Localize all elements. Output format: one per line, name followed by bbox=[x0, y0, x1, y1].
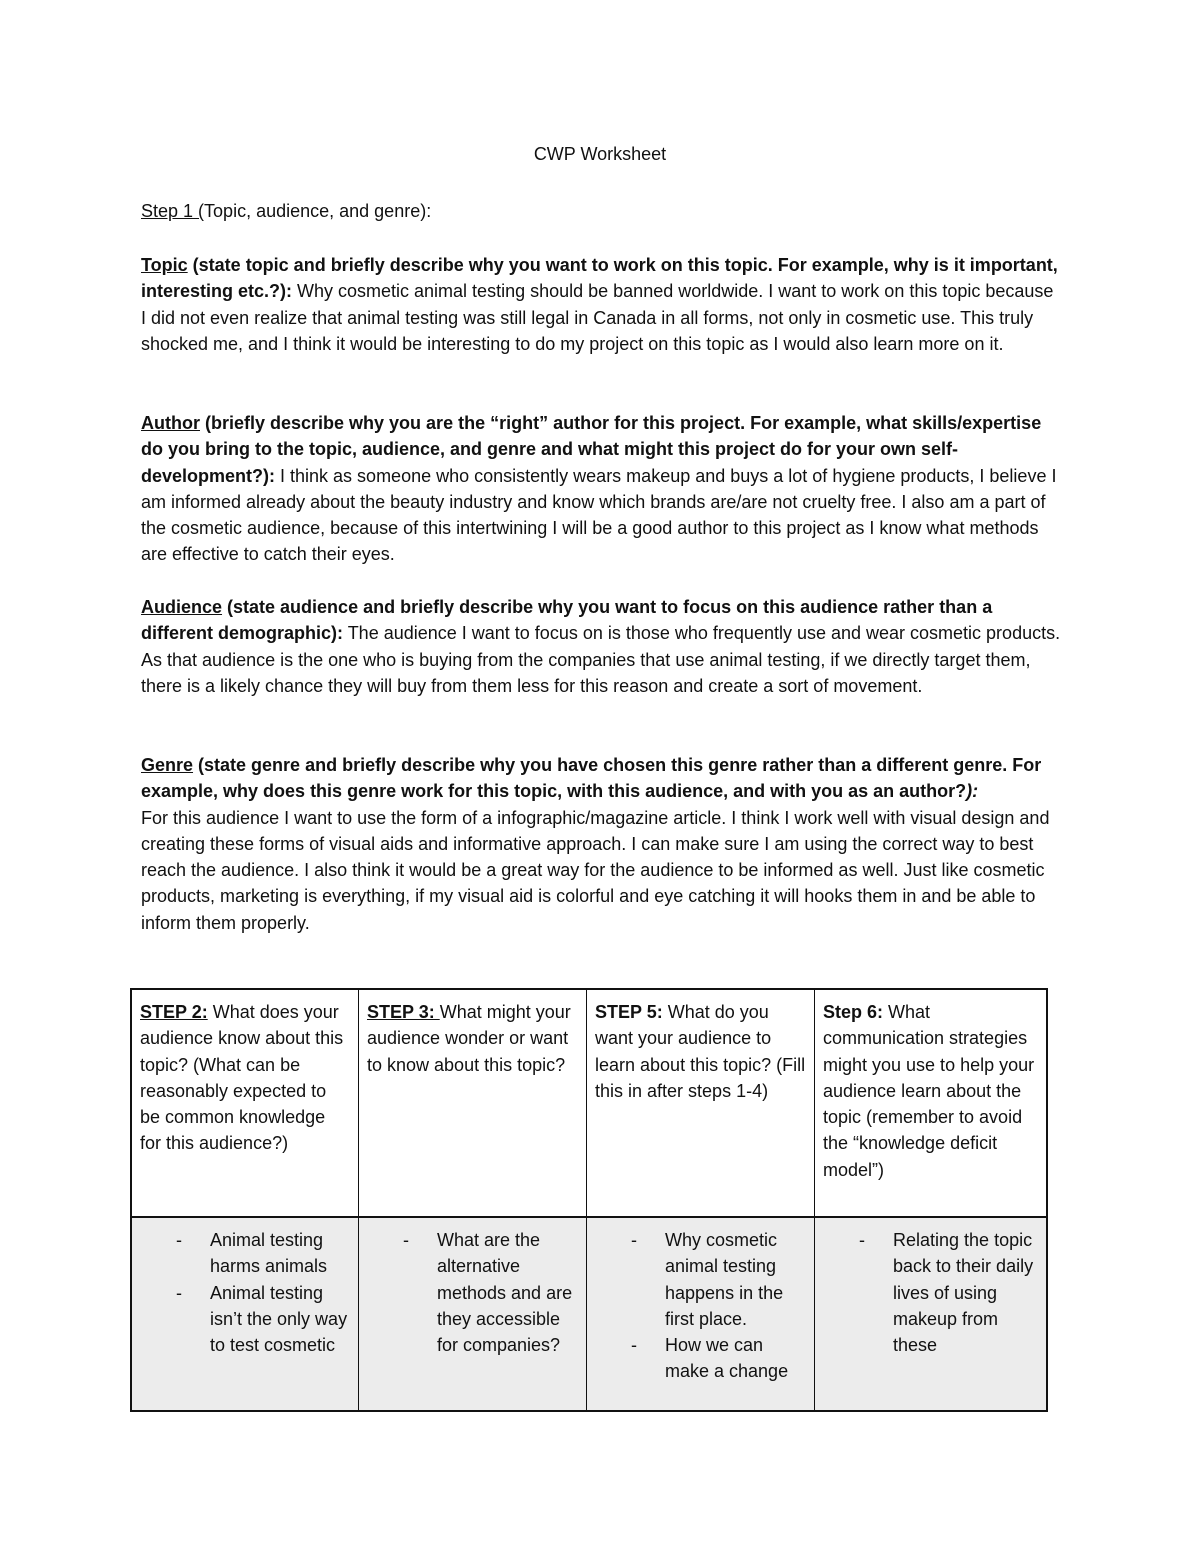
topic-answer: Why cosmetic animal testing should be banned worldwide. I want to work on this topic because I did not even realize that animal testing was still legal in Canada in all forms, not only in cosmetic use. This truly shocked me, and I think it would be interesting to do my project on this topic as I would also learn more on it. bbox=[141, 281, 1054, 354]
step6-answer-cell bbox=[815, 1218, 1046, 1410]
list-item: - Animal testing harms animals bbox=[140, 1227, 350, 1280]
author-prompt: (briefly describe why you are the “right” author for this project. For example, what skills/expertise do you bring to the topic, audience, and genre and what might this project do for your own self-development?): bbox=[141, 413, 1042, 486]
genre-section bbox=[141, 752, 1061, 936]
step3-answer-cell bbox=[359, 1218, 587, 1410]
topic-section bbox=[141, 252, 1061, 357]
list-item: - Why cosmetic animal testing happens in the first place. bbox=[595, 1227, 806, 1332]
step5-label: STEP 5: bbox=[595, 1002, 663, 1022]
step2-text: What does your audience know about this topic? (What can be reasonably expected to be common knowledge for this audience?) bbox=[140, 1002, 344, 1154]
step1-heading-rest: Topic, audience, and genre): bbox=[204, 201, 432, 221]
genre-label: Genre bbox=[141, 755, 194, 775]
list-item: - What are the alternative methods and are they accessible for companies? bbox=[367, 1227, 578, 1358]
list-item: - Animal testing isn’t the only way to test cosmetic bbox=[140, 1280, 350, 1359]
step5-list bbox=[595, 1227, 806, 1385]
table-header-row bbox=[132, 990, 1046, 1218]
step1-heading bbox=[141, 198, 1061, 224]
author-answer: I think as someone who consistently wears makeup and buys a lot of hygiene products, I believe I am informed already about the beauty industry and know which brands are/are not cruelty free. I also am a part of the cosmetic audience, because of this intertwining I will be a good author to this project as I know what methods are effective to catch their eyes. bbox=[141, 465, 1057, 565]
step3-text: What might your audience wonder or want to know about this topic? bbox=[367, 1002, 571, 1075]
step2-label: STEP 2: bbox=[140, 1002, 208, 1022]
genre-prompt-end: ): bbox=[966, 781, 979, 802]
list-item: - Relating the topic back to their daily lives of using makeup from these bbox=[823, 1227, 1038, 1358]
step2-header-cell bbox=[132, 990, 359, 1216]
list-item: - How we can make a change bbox=[595, 1332, 806, 1385]
step1-label: Step 1 ( bbox=[141, 201, 205, 221]
step3-header-cell bbox=[359, 990, 587, 1216]
step2-answer-cell bbox=[132, 1218, 359, 1410]
audience-answer: The audience I want to focus on is those who frequently use and wear cosmetic products. As that audience is the one who is buying from the companies that use animal testing, if we directly target them, there is a likely chance they will buy from them less for this reason and create a sort of movement. bbox=[141, 623, 1061, 696]
step6-list bbox=[823, 1227, 1038, 1358]
table-body-row bbox=[132, 1218, 1046, 1410]
step6-header-cell bbox=[815, 990, 1046, 1216]
step3-label: STEP 3: bbox=[367, 1002, 440, 1022]
audience-section bbox=[141, 594, 1061, 699]
topic-label: Topic bbox=[141, 255, 188, 275]
page-title: CWP Worksheet bbox=[533, 144, 667, 164]
step6-label: Step 6: bbox=[823, 1002, 884, 1022]
step5-text: What do you want your audience to learn about this topic? (Fill this in after steps 1-4) bbox=[595, 1002, 806, 1101]
audience-label: Audience bbox=[141, 597, 223, 617]
genre-answer: For this audience I want to use the form of a infographic/magazine article. I think I work well with visual design and creating these forms of visual aids and informative approach. I can make sure I am using the correct way to best reach the audience. I also think it would be a great way for the audience to be informed as well. Just like cosmetic products, marketing is everything, if my visual aid is colorful and eye catching it will hooks them in and be able to inform them properly. bbox=[141, 807, 1050, 933]
step6-text: What communication strategies might you use to help your audience learn about the topic (remember to avoid the “knowledge deficit model”) bbox=[823, 1002, 1035, 1180]
steps-table bbox=[130, 988, 1048, 1412]
step5-header-cell bbox=[587, 990, 815, 1216]
step5-answer-cell bbox=[587, 1218, 815, 1410]
step3-list bbox=[367, 1227, 578, 1358]
genre-prompt: (state genre and briefly describe why you have chosen this genre rather than a different genre. For example, why does this genre work for this topic, with this audience, and with you as an author? bbox=[141, 755, 1042, 802]
topic-prompt: (state topic and briefly describe why you want to work on this topic. For example, why is it important, interesting etc.?): bbox=[141, 255, 1058, 302]
audience-prompt: (state audience and briefly describe why you want to focus on this audience rather than a different demographic): bbox=[141, 597, 993, 644]
author-label: Author bbox=[141, 413, 200, 433]
author-section bbox=[141, 410, 1061, 568]
step2-list bbox=[140, 1227, 350, 1358]
